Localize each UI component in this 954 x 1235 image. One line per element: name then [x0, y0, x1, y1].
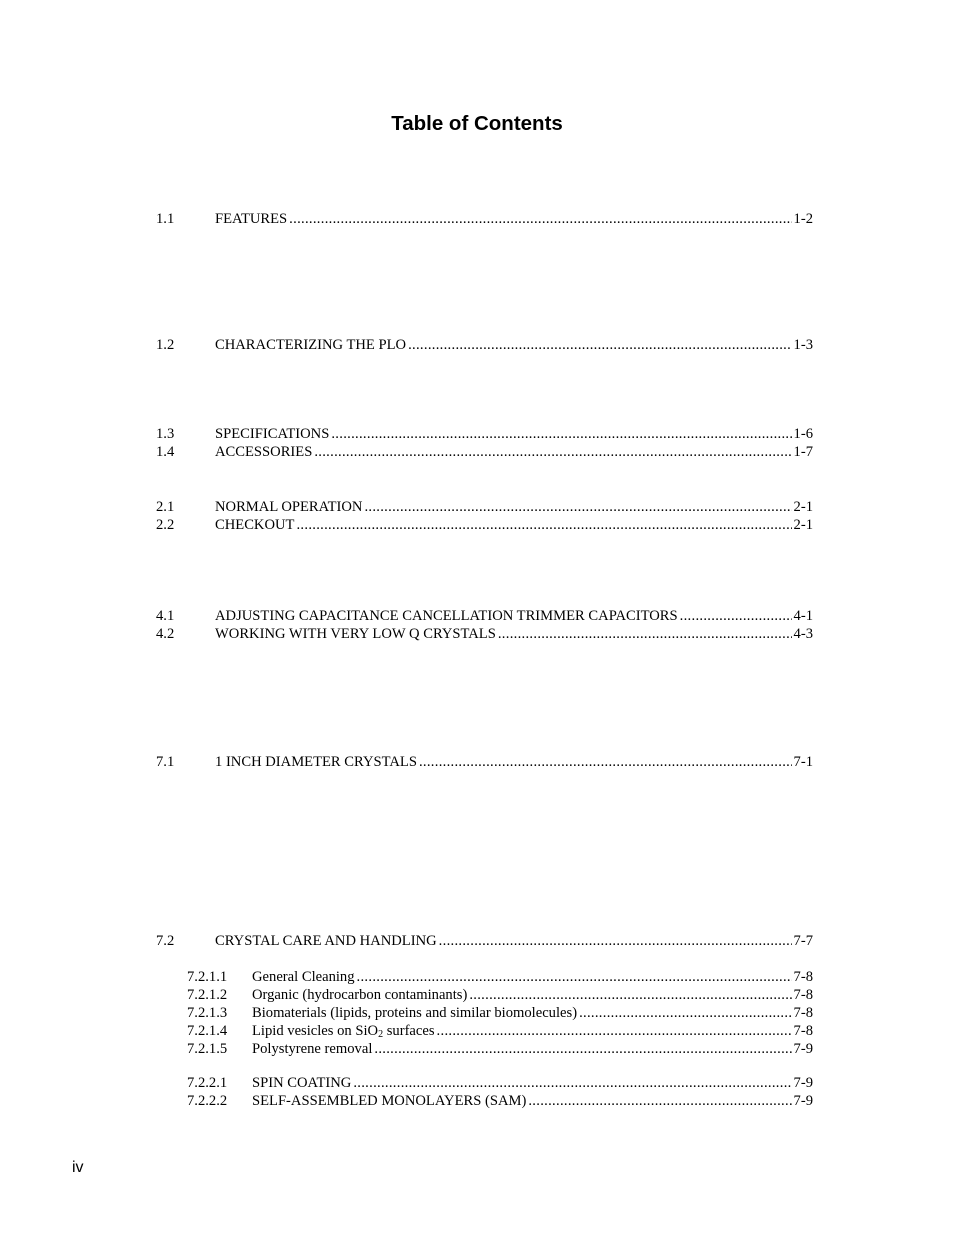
toc-entry-label: ACCESSORIES	[215, 444, 313, 460]
toc-entry-label: SPIN COATING	[252, 1075, 352, 1091]
toc-entry-page: 1-3	[793, 337, 813, 353]
toc-entry-label: CRYSTAL CARE AND HANDLING	[215, 933, 437, 949]
toc-entry-7-1[interactable]	[156, 753, 813, 771]
dot-leader	[364, 498, 791, 516]
dot-leader	[680, 607, 792, 625]
toc-entry-page: 7-9	[793, 1041, 813, 1057]
toc-entry-page: 4-3	[793, 626, 813, 642]
toc-entry-7-2[interactable]	[156, 932, 813, 950]
label-text: surfaces	[383, 1023, 435, 1039]
toc-entry-page: 7-8	[793, 1023, 813, 1039]
toc-entry-4-2[interactable]	[156, 625, 813, 643]
toc-entry-2-2[interactable]	[156, 516, 813, 534]
page-title: Table of Contents	[391, 112, 563, 135]
toc-entry-page: 1-7	[793, 444, 813, 460]
dot-leader	[296, 516, 791, 534]
toc-entry-number: 1.1	[156, 211, 175, 227]
label-text: Lipid vesicles on SiO	[252, 1023, 379, 1039]
toc-entry-label: ADJUSTING CAPACITANCE CANCELLATION TRIMMER CAPACITORS	[215, 608, 678, 624]
toc-entry-label: NORMAL OPERATION	[215, 499, 363, 515]
toc-entry-number: 7.1	[156, 754, 175, 770]
toc-entry-label: Polystyrene removal	[252, 1041, 373, 1057]
toc-entry-label: General Cleaning	[252, 969, 355, 985]
toc-entry-number: 7.2.1.3	[187, 1005, 228, 1021]
dot-leader	[579, 1004, 791, 1022]
toc-entry-number: 7.2.1.4	[187, 1023, 228, 1039]
toc-entry-number: 4.2	[156, 626, 175, 642]
dot-leader	[374, 1040, 791, 1058]
toc-entry-page: 2-1	[793, 499, 813, 515]
toc-entry-4-1[interactable]	[156, 607, 813, 625]
toc-subentry-7-2-1-1[interactable]	[156, 968, 813, 986]
toc-entry-number: 2.1	[156, 499, 175, 515]
dot-leader	[357, 968, 792, 986]
toc-entry-number: 7.2.2.2	[187, 1093, 228, 1109]
toc-entry-page: 4-1	[793, 608, 813, 624]
dot-leader	[437, 1022, 792, 1040]
toc-subentry-7-2-1-3[interactable]	[156, 1004, 813, 1022]
dot-leader	[314, 443, 791, 461]
toc-entry-number: 7.2.1.2	[187, 987, 228, 1003]
toc-subentry-7-2-1-5[interactable]	[156, 1040, 813, 1058]
toc-entry-1-4[interactable]	[156, 443, 813, 461]
dot-leader	[439, 932, 792, 950]
toc-entry-number: 7.2.2.1	[187, 1075, 228, 1091]
toc-entry-number: 7.2	[156, 933, 175, 949]
dot-leader	[331, 425, 791, 443]
dot-leader	[289, 210, 791, 228]
toc-entry-2-1[interactable]	[156, 498, 813, 516]
toc-entry-1-1[interactable]	[156, 210, 813, 228]
toc-entry-number: 7.2.1.1	[187, 969, 228, 985]
dot-leader	[498, 625, 792, 643]
toc-subentry-7-2-2-2[interactable]	[156, 1092, 813, 1110]
toc-subentry-7-2-1-4[interactable]	[156, 1022, 813, 1040]
subscript: 2	[378, 1029, 384, 1040]
toc-entry-1-3[interactable]	[156, 425, 813, 443]
toc-entry-label: CHECKOUT	[215, 517, 295, 533]
toc-entry-page: 7-1	[793, 754, 813, 770]
toc-entry-label: FEATURES	[215, 211, 288, 227]
toc-entry-label: SELF-ASSEMBLED MONOLAYERS (SAM)	[252, 1093, 527, 1109]
toc-entry-page: 7-9	[793, 1075, 813, 1091]
toc-entry-page: 1-6	[793, 426, 813, 442]
toc-entry-page: 1-2	[793, 211, 813, 227]
toc-entry-number: 4.1	[156, 608, 175, 624]
dot-leader	[528, 1092, 791, 1110]
toc-entry-page: 7-7	[793, 933, 813, 949]
toc-entry-label: Organic (hydrocarbon contaminants)	[252, 987, 468, 1003]
toc-entry-number: 1.2	[156, 337, 175, 353]
toc-subentry-7-2-2-1[interactable]	[156, 1074, 813, 1092]
toc-subentry-7-2-1-2[interactable]	[156, 986, 813, 1004]
toc-entry-page: 7-8	[793, 987, 813, 1003]
toc-entry-1-2[interactable]	[156, 336, 813, 354]
toc-entry-number: 7.2.1.5	[187, 1041, 228, 1057]
toc-entry-label: CHARACTERIZING THE PLO	[215, 337, 407, 353]
toc-entry-number: 1.4	[156, 444, 175, 460]
page-number: iv	[72, 1159, 84, 1176]
dot-leader	[469, 986, 791, 1004]
toc-entry-page: 2-1	[793, 517, 813, 533]
toc-entry-page: 7-8	[793, 969, 813, 985]
toc-entry-label: SPECIFICATIONS	[215, 426, 330, 442]
toc-entry-label: WORKING WITH VERY LOW Q CRYSTALS	[215, 626, 496, 642]
toc-entry-number: 1.3	[156, 426, 175, 442]
toc-entry-label: 1 INCH DIAMETER CRYSTALS	[215, 754, 417, 770]
dot-leader	[419, 753, 792, 771]
toc-entry-number: 2.2	[156, 517, 175, 533]
dot-leader	[353, 1074, 791, 1092]
toc-entry-page: 7-9	[793, 1093, 813, 1109]
dot-leader	[408, 336, 791, 354]
toc-entry-page: 7-8	[793, 1005, 813, 1021]
toc-entry-label: Biomaterials (lipids, proteins and similar biomolecules)	[252, 1005, 578, 1021]
